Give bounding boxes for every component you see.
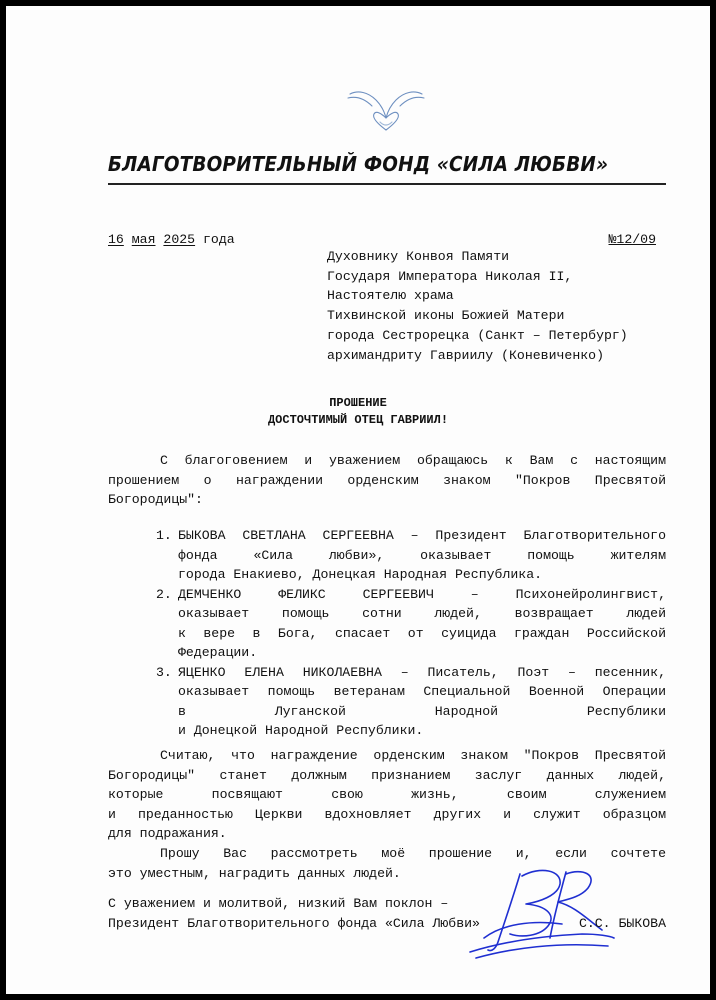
signatory-name: С.С. БЫКОВА: [578, 916, 666, 931]
addressee-line: архимандриту Гавриилу (Коневиченко): [327, 347, 604, 363]
title-divider: [108, 183, 666, 185]
addressee-line: Тихвинской иконы Божией Матери: [327, 308, 565, 324]
addressee-line: Настоятелю храма: [327, 288, 454, 304]
addressee-line: Духовнику Конвоя Памяти: [327, 249, 510, 264]
date-day: 16: [108, 232, 124, 247]
date-year: 2025: [163, 232, 196, 247]
signatory-title: Президент Благотворительного фонда «Сила Любви»: [108, 916, 480, 931]
letter-page: [6, 6, 710, 994]
date-suffix: года: [203, 232, 235, 247]
conclusion-paragraph: Считаю, что награждение орденским знаком "Покров Пресвятой Богородицы" станет должным признанием заслуг данных людей, которые посвящают свою жизнь, своим служением и преданностью Церкви вдохновляет других и служит образцом для подражания.: [108, 748, 666, 841]
closing-line: С уважением и молитвой, низкий Вам поклон –: [108, 896, 449, 911]
heart-hands-icon: [344, 84, 428, 136]
document-heading: ПРОШЕНИЕ: [329, 396, 387, 410]
addressee-block: [327, 247, 628, 365]
salutation: ДОСТОЧТИМЫЙ ОТЕЦ ГАВРИИЛ!: [267, 413, 449, 427]
letter-date: [108, 230, 235, 250]
list-item: 1. БЫКОВА СВЕТЛАНА СЕРГЕЕВНА – Президент Благотворительного фонда «Сила любви», оказывает помощь жителям города Енакиево, Донецкая Народная Республика.: [156, 528, 666, 582]
intro-paragraph: С благоговением и уважением обращаюсь к Вам с настоящим прошением о награждении орденским знаком "Покров Пресвятой Богородицы":: [108, 453, 666, 507]
list-item: 2. ДЕМЧЕНКО ФЕЛИКС СЕРГЕЕВИЧ – Психонейролингвист, оказывает помощь сотни людей, возвращает людей к вере в Бога, спасает от суицида граждан Российской Федерации.: [156, 586, 666, 660]
addressee-line: города Сестрорецка (Санкт – Петербург): [327, 327, 628, 343]
addressee-line: Государя Императора Николая II,: [327, 268, 573, 284]
nominee-list: [152, 526, 666, 741]
request-paragraph: Прошу Вас рассмотреть моё прошение и, если сочтете это уместным, наградить данных людей.: [108, 846, 666, 881]
org-title: БЛАГОТВОРИТЕЛЬНЫЙ ФОНД «СИЛА ЛЮБВИ»: [107, 152, 609, 176]
list-item: 3. ЯЦЕНКО ЕЛЕНА НИКОЛАЕВНА – Писатель, Поэт – песенник, оказывает помощь ветеранам Специальной Военной Операции в Луганской Народной Республики и Донецкой Народной Республики.: [156, 664, 666, 738]
date-month: мая: [131, 232, 156, 247]
letter-number: №12/09: [608, 232, 656, 247]
closing-block: [108, 894, 666, 934]
